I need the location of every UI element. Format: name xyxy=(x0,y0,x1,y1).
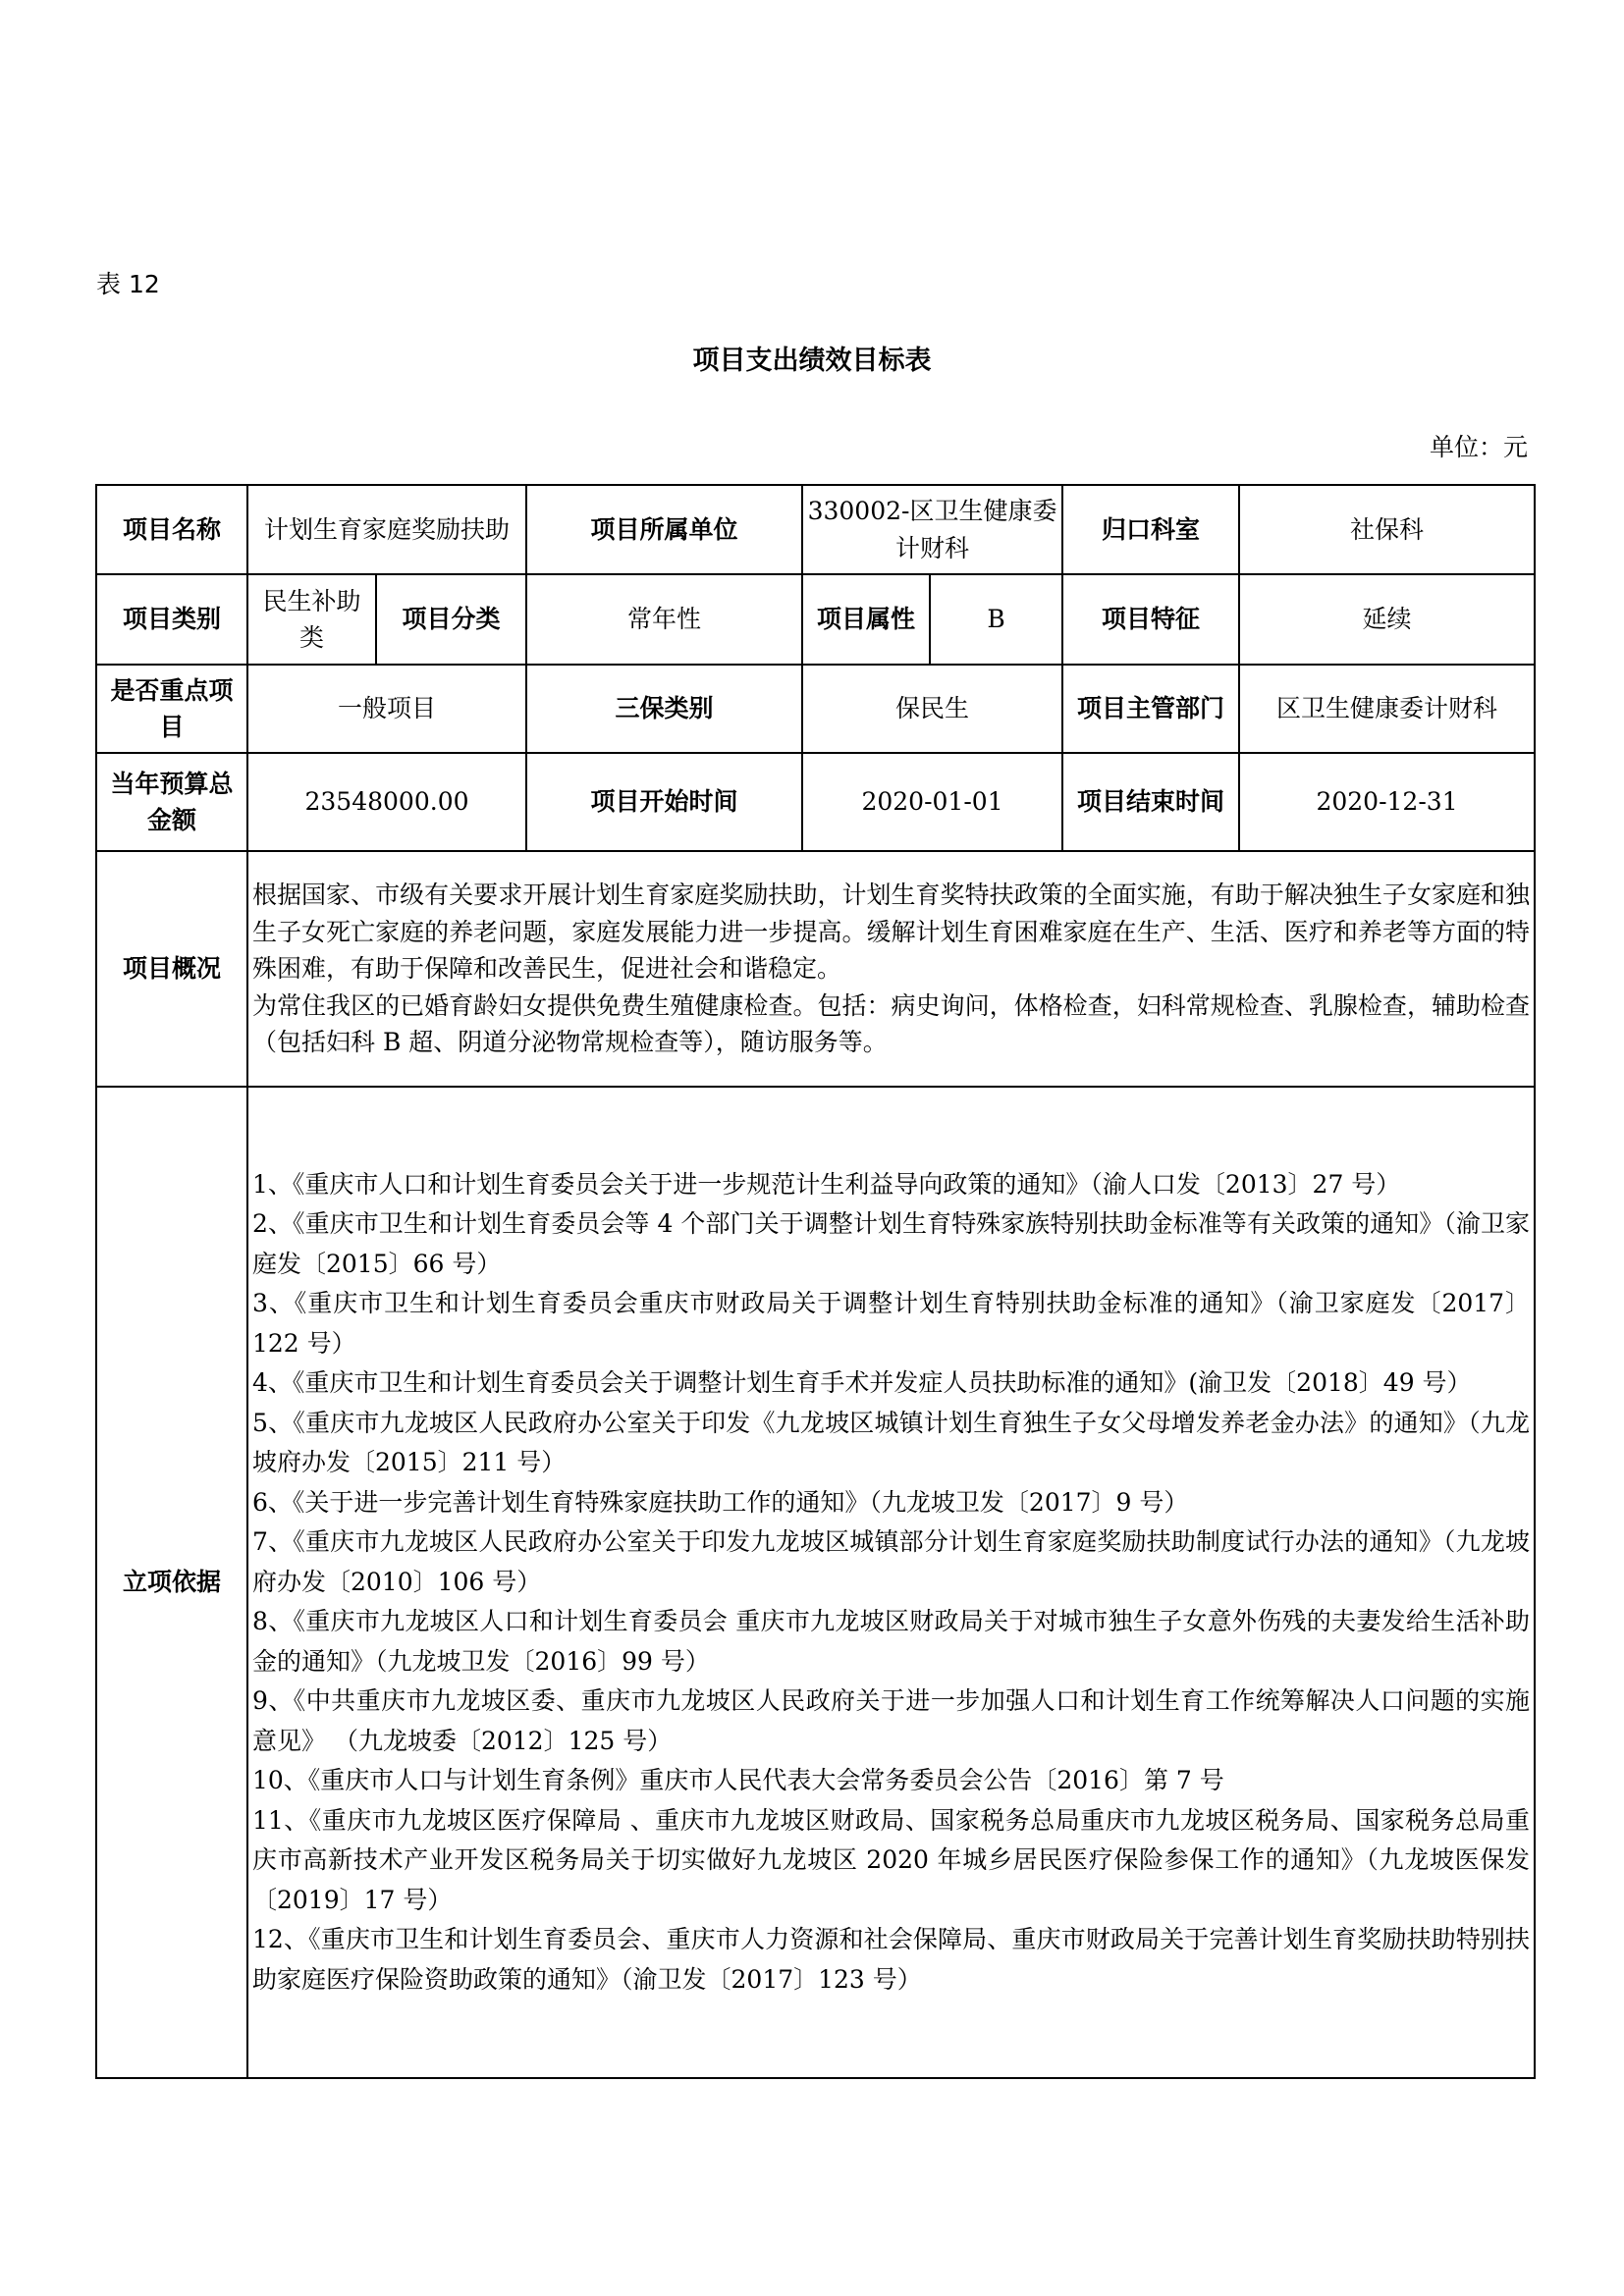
project-overview-label: 项目概况 xyxy=(96,851,247,1087)
responsible-section-value: 社保科 xyxy=(1239,485,1535,574)
basis-item: 5、《重庆市九龙坡区人民政府办公室关于印发《九龙坡区城镇计划生育独生子女父母增发养老金办法》的通知》（九龙坡府办发〔2015〕211 号） xyxy=(252,1408,1531,1477)
table-number-label: 表 12 xyxy=(96,270,160,298)
end-date-value: 2020-12-31 xyxy=(1239,753,1535,851)
project-category-value: 民生补助类 xyxy=(247,574,376,665)
performance-target-table xyxy=(95,484,1536,2079)
start-date-value: 2020-01-01 xyxy=(802,753,1062,851)
annual-budget-label: 当年预算总金额 xyxy=(96,753,247,851)
overview-paragraph: 为常住我区的已婚育龄妇女提供免费生殖健康检查。包括：病史询问，体格检查，妇科常规检查、乳腺检查，辅助检查（包括妇科 B 超、阴道分泌物常规检查等），随访服务等。 xyxy=(252,990,1531,1057)
project-attribute-value: B xyxy=(930,574,1062,665)
basis-item: 2、《重庆市卫生和计划生育委员会等 4 个部门关于调整计划生育特殊家族特别扶助金标准等有关政策的通知》（渝卫家庭发〔2015〕66 号） xyxy=(252,1209,1531,1278)
responsible-section-label: 归口科室 xyxy=(1062,485,1239,574)
basis-item: 1、《重庆市人口和计划生育委员会关于进一步规范计生利益导向政策的通知》（渝人口发〔2013〕27 号） xyxy=(252,1169,1401,1199)
table-row xyxy=(96,485,1535,574)
project-feature-label: 项目特征 xyxy=(1062,574,1239,665)
sanbao-category-label: 三保类别 xyxy=(526,665,802,753)
supervising-dept-value: 区卫生健康委计财科 xyxy=(1239,665,1535,753)
overview-paragraph: 根据国家、市级有关要求开展计划生育家庭奖励扶助，计划生育奖特扶政策的全面实施，有助于解决独生子女家庭和独生子女死亡家庭的养老问题，家庭发展能力进一步提高。缓解计划生育困难家庭在生产、生活、医疗和养老等方面的特殊困难，有助于保障和改善民生，促进社会和谐稳定。 xyxy=(252,881,1531,984)
supervising-dept-label: 项目主管部门 xyxy=(1062,665,1239,753)
project-category-label: 项目类别 xyxy=(96,574,247,665)
basis-item: 12、《重庆市卫生和计划生育委员会、重庆市人力资源和社会保障局、重庆市财政局关于完善计划生育奖励扶助特别扶助家庭医疗保险资助政策的通知》（渝卫发〔2017〕123 号） xyxy=(252,1925,1531,1994)
project-classification-label: 项目分类 xyxy=(376,574,526,665)
table-row xyxy=(96,574,1535,665)
start-date-label: 项目开始时间 xyxy=(526,753,802,851)
project-name-label: 项目名称 xyxy=(96,485,247,574)
table-row xyxy=(96,1087,1535,2078)
basis-item: 9、《中共重庆市九龙坡区委、重庆市九龙坡区人民政府关于进一步加强人口和计划生育工作统筹解决人口问题的实施意见》 （九龙坡委〔2012〕125 号） xyxy=(252,1686,1531,1755)
unit-label: 单位：元 xyxy=(1429,433,1528,461)
basis-item: 7、《重庆市九龙坡区人民政府办公室关于印发九龙坡区城镇部分计划生育家庭奖励扶助制度试行办法的通知》（九龙坡府办发〔2010〕106 号） xyxy=(252,1527,1531,1596)
project-overview-content xyxy=(247,851,1535,1087)
table-row xyxy=(96,753,1535,851)
key-project-label: 是否重点项目 xyxy=(96,665,247,753)
table-row xyxy=(96,851,1535,1087)
basis-item: 8、《重庆市九龙坡区人口和计划生育委员会 重庆市九龙坡区财政局关于对城市独生子女意外伤残的夫妻发给生活补助金的通知》（九龙坡卫发〔2016〕99 号） xyxy=(252,1607,1531,1676)
owning-unit-value: 330002-区卫生健康委计财科 xyxy=(802,485,1062,574)
project-basis-content xyxy=(247,1087,1535,2078)
basis-item: 3、《重庆市卫生和计划生育委员会重庆市财政局关于调整计划生育特别扶助金标准的通知》（渝卫家庭发〔2017〕122 号） xyxy=(252,1289,1531,1358)
project-attribute-label: 项目属性 xyxy=(802,574,930,665)
annual-budget-value: 23548000.00 xyxy=(247,753,526,851)
basis-item: 6、《关于进一步完善计划生育特殊家庭扶助工作的通知》（九龙坡卫发〔2017〕9 号） xyxy=(252,1487,1189,1517)
sanbao-category-value: 保民生 xyxy=(802,665,1062,753)
basis-item: 4、《重庆市卫生和计划生育委员会关于调整计划生育手术并发症人员扶助标准的通知》(渝卫发〔2018〕49 号） xyxy=(252,1368,1472,1398)
key-project-value: 一般项目 xyxy=(247,665,526,753)
table-row xyxy=(96,665,1535,753)
owning-unit-label: 项目所属单位 xyxy=(526,485,802,574)
project-feature-value: 延续 xyxy=(1239,574,1535,665)
document-title: 项目支出绩效目标表 xyxy=(692,346,932,376)
project-classification-value: 常年性 xyxy=(526,574,802,665)
basis-item: 10、《重庆市人口与计划生育条例》重庆市人民代表大会常务委员会公告〔2016〕第 7 号 xyxy=(252,1766,1224,1795)
project-basis-label: 立项依据 xyxy=(96,1087,247,2078)
end-date-label: 项目结束时间 xyxy=(1062,753,1239,851)
basis-item: 11、《重庆市九龙坡区医疗保障局 、重庆市九龙坡区财政局、国家税务总局重庆市九龙坡区税务局、国家税务总局重庆市高新技术产业开发区税务局关于切实做好九龙坡区 2020 年城乡居民医疗保险参保工作的通知》（九龙坡医保发〔2019〕17 号） xyxy=(252,1805,1531,1914)
project-name-value: 计划生育家庭奖励扶助 xyxy=(247,485,526,574)
